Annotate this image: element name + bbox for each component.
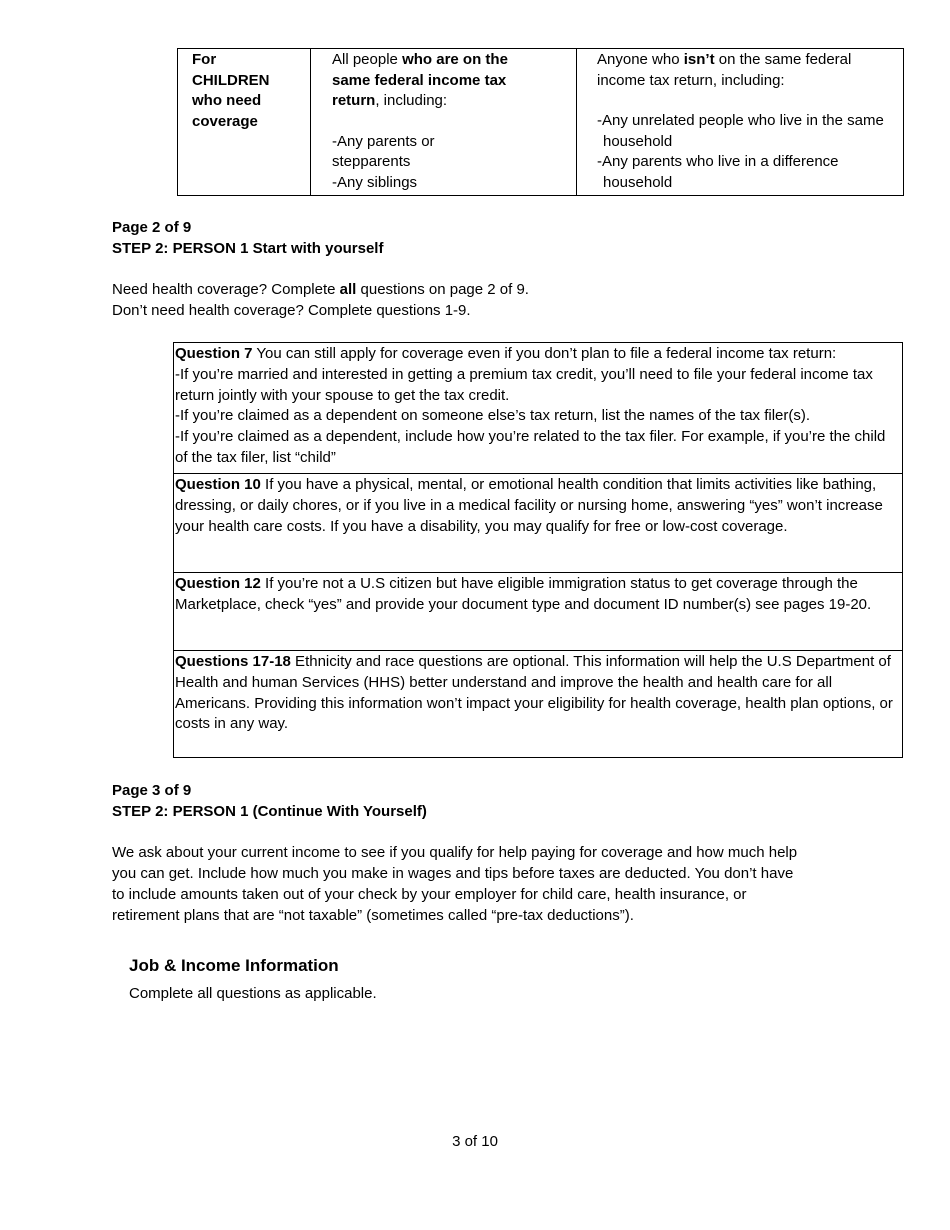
page2-label: Page 2 of 9 (112, 219, 192, 236)
same-return-cell (311, 49, 577, 196)
table-row (174, 474, 903, 573)
need-coverage-line: Need health coverage? Complete all questions on page 2 of 9. (112, 281, 529, 298)
page-number: 3 of 10 (452, 1133, 498, 1150)
same-return-item-1: -Any parents or (332, 132, 435, 150)
table-row (174, 651, 903, 758)
question-line: -If you’re claimed as a dependent on someone else’s tax return, list the names of the tax filer(s). (175, 407, 811, 425)
row-label-line: For (192, 51, 217, 68)
question-label: Question 7 (175, 345, 253, 362)
questions-table (173, 342, 903, 758)
intro-line: retirement plans that are “not taxable” (sometimes called “pre-tax deductions”). (112, 907, 634, 924)
table-row (178, 49, 904, 196)
same-return-item-1-cont: stepparents (332, 153, 411, 171)
intro-line: to include amounts taken out of your check by your employer for child care, health insurance, or (112, 886, 747, 903)
question-7-cell: Question 7 You can still apply for coverage even if you don’t plan to file a federal income tax return: -If you’re married and interested in getting a premium tax credit, you’ll need to file your federal income tax return jointly with your spouse to get the tax credit. -If you’re claimed as a dependent on someone else’s tax return, list the names of the tax filer(s). -If you’re claimed as a dependent, include how you’re related to the tax filer. For example, if you’re the child of the tax filer, list “child” (174, 343, 903, 474)
not-same-line-1: Anyone who isn’t on the same federal (597, 51, 852, 68)
row-label-cell (178, 49, 311, 196)
page3-heading (112, 780, 427, 822)
job-income-title: Job & Income Information (129, 956, 339, 975)
row-label-line: CHILDREN (192, 71, 270, 89)
table-row (174, 573, 903, 651)
question-label: Question 12 (175, 575, 261, 592)
income-intro-paragraph (112, 842, 797, 926)
not-same-item-1-cont: household (603, 132, 673, 150)
not-same-item-1: -Any unrelated people who live in the same (597, 112, 884, 130)
question-text: Ethnicity and race questions are optional. This information will help the U.S Department of Health and human Services (HHS) better understand and improve the health and health care for all Americans. Providing this information won’t impact your eligibility for health coverage, health plan options, or costs in any way. (175, 653, 893, 733)
page2-step-title: STEP 2: PERSON 1 Start with yourself (112, 240, 384, 257)
row-label-line: coverage (192, 112, 258, 130)
question-label: Questions 17-18 (175, 653, 291, 670)
same-return-item-2: -Any siblings (332, 173, 418, 191)
question-10-cell (174, 474, 903, 573)
page3-step-title: STEP 2: PERSON 1 (Continue With Yourself) (112, 803, 427, 820)
row-label-line: who need (192, 92, 262, 110)
job-income-subtitle: Complete all questions as applicable. (129, 985, 377, 1002)
question-line: -If you’re claimed as a dependent, include how you’re related to the tax filer. For example, if you’re the child of the tax filer, list “child” (175, 428, 886, 466)
page3-label: Page 3 of 9 (112, 782, 192, 799)
not-same-return-cell (577, 49, 904, 196)
question-line: -If you’re married and interested in getting a premium tax credit, you’ll need to file your federal income tax return jointly with your spouse to get the tax credit. (175, 365, 873, 404)
same-return-line-2: same federal income tax (332, 71, 507, 89)
page2-instructions (112, 279, 529, 321)
dont-need-coverage-line: Don’t need health coverage? Complete questions 1-9. (112, 302, 471, 319)
same-return-line-3: return, including: (332, 92, 448, 110)
page2-heading (112, 217, 383, 259)
not-same-item-2: -Any parents who live in a difference (597, 153, 839, 171)
intro-line: you can get. Include how much you make in wages and tips before taxes are deducted. You don’t have (112, 865, 794, 882)
intro-line: We ask about your current income to see if you qualify for help paying for coverage and how much help (112, 844, 798, 861)
question-text: If you have a physical, mental, or emotional health condition that limits activities like bathing, dressing, or daily chores, or if you live in a medical facility or nursing home, answering “yes” won’t increase your health care costs. If you have a disability, you may qualify for free or low-cost coverage. (175, 476, 883, 535)
table-row (174, 343, 903, 474)
not-same-line-2: income tax return, including: (597, 71, 785, 89)
question-label: Question 10 (175, 476, 261, 493)
same-return-line-1: All people who are on the (332, 51, 508, 68)
question-text: If you’re not a U.S citizen but have eligible immigration status to get coverage through the Marketplace, check “yes” and provide your document type and document ID number(s) see pages 19-20. (175, 575, 872, 613)
not-same-item-2-cont: household (603, 173, 673, 191)
children-coverage-table (177, 48, 904, 196)
question-12-cell (174, 573, 903, 651)
questions-17-18-cell (174, 651, 903, 758)
